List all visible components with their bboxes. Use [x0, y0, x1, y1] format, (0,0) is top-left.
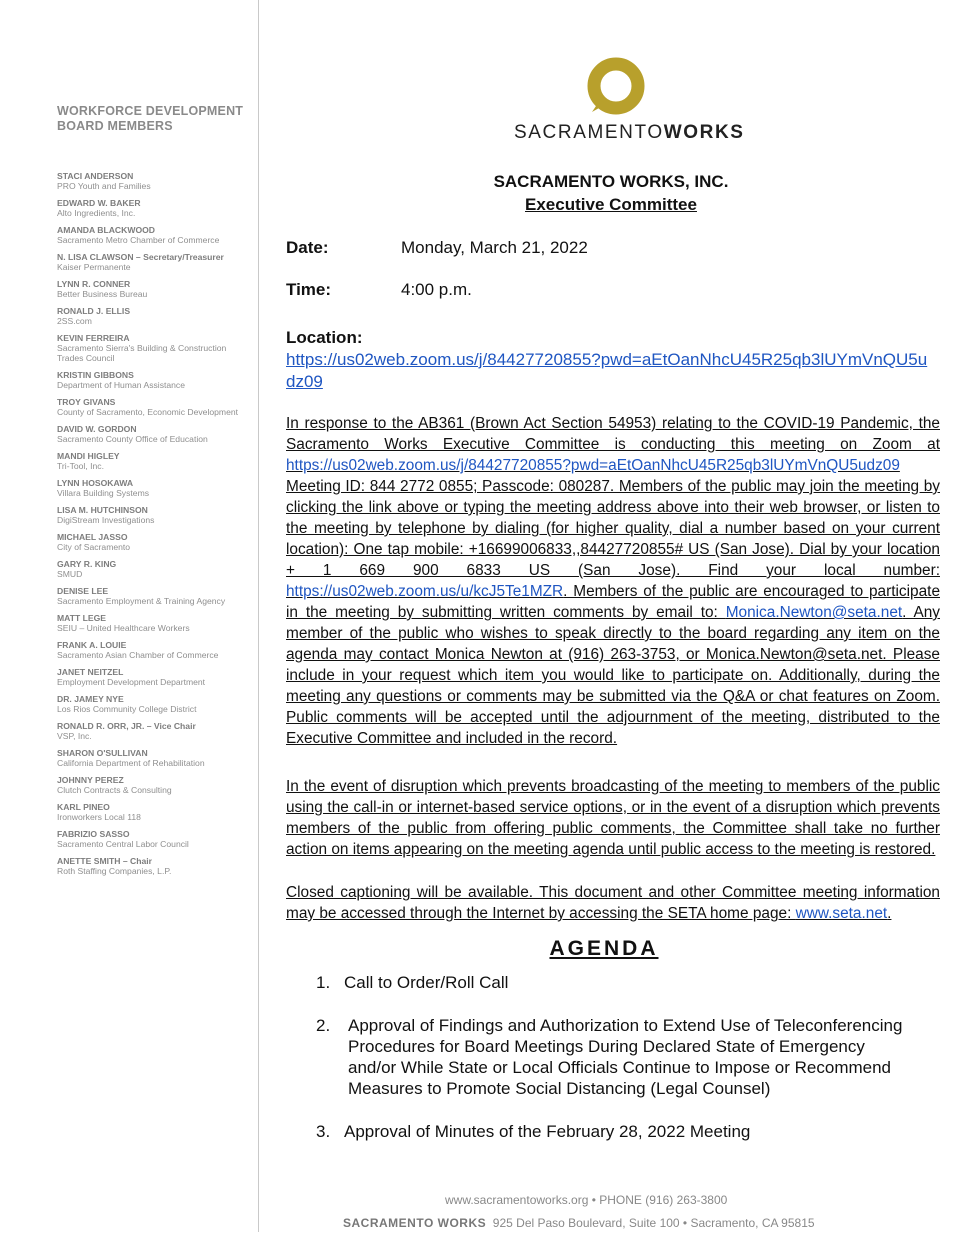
member-organization: County of Sacramento, Economic Development: [57, 407, 239, 417]
notice-paragraph-1: [286, 413, 940, 749]
org-title: SACRAMENTO WORKS, INC.: [493, 172, 729, 191]
member-organization: Roth Staffing Companies, L.P.: [57, 866, 172, 876]
member-name: RONALD J. ELLIS: [57, 306, 131, 316]
sacramento-works-logo: [514, 56, 745, 146]
board-member: [57, 640, 253, 660]
footer-contact: www.sacramentoworks.org • PHONE (916) 263-3800: [445, 1193, 728, 1207]
member-name: KRISTIN GIBBONS: [57, 370, 134, 380]
agenda-item-number: 1.: [316, 973, 331, 992]
member-name: LYNN HOSOKAWA: [57, 478, 134, 488]
notice-paragraph-2: In the event of disruption which prevents broadcasting of the meeting to members of the public using the call-in or internet-based service options, or in the event of a disruption which prevents members of the public from offering public comments, the Committee shall take no further action on items appearing on the meeting agenda until public access to the meeting is restored.: [286, 778, 940, 858]
member-name: N. LISA CLAWSON – Secretary/Treasurer: [57, 252, 224, 262]
notice-text: In response to the AB361 (Brown Act Section 54953) relating to the COVID-19 Pandemic, the Sacramento Works Executive Committee is conducting this meeting on Zoom at: [286, 415, 940, 453]
member-organization: Better Business Bureau: [57, 289, 148, 299]
agenda-list: [316, 972, 916, 1142]
member-name: AMANDA BLACKWOOD: [57, 225, 156, 235]
member-organization: Villara Building Systems: [57, 488, 150, 498]
member-organization: Clutch Contracts & Consulting: [57, 785, 172, 795]
agenda-item-text: Approval of Minutes of the February 28, 2022 Meeting: [344, 1122, 751, 1141]
footer-org: SACRAMENTO WORKS: [343, 1216, 487, 1230]
agenda-item: [316, 1121, 916, 1142]
board-member: [57, 397, 253, 417]
member-name: DR. JAMEY NYE: [57, 694, 124, 704]
member-organization: Los Rios Community College District: [57, 704, 197, 714]
logo-wordmark: [514, 122, 745, 144]
logo-text-bold: WORKS: [663, 122, 745, 143]
board-member: [57, 370, 253, 390]
board-member: [57, 279, 253, 299]
board-member: [57, 667, 253, 687]
member-name: LISA M. HUTCHINSON: [57, 505, 148, 515]
member-name: EDWARD W. BAKER: [57, 198, 141, 208]
member-organization: California Department of Rehabilitation: [57, 758, 205, 768]
time-label: Time:: [286, 280, 332, 299]
zoom-local-number-link[interactable]: https://us02web.zoom.us/u/kcJ5Te1MZR: [286, 583, 564, 600]
board-member: [57, 478, 253, 498]
board-member: [57, 694, 253, 714]
agenda-title: AGENDA: [549, 937, 659, 960]
sidebar-heading: WORKFORCE DEVELOPMENT BOARD MEMBERS: [57, 104, 244, 133]
board-member: [57, 748, 253, 768]
agenda-item-number: 2.: [316, 1016, 331, 1035]
board-member: [57, 532, 253, 552]
member-name: ANETTE SMITH – Chair: [57, 856, 153, 866]
member-organization: Sacramento Central Labor Council: [57, 839, 189, 849]
agenda-item: [316, 972, 916, 993]
notice-text: Meeting ID: 844 2772 0855; Passcode: 080287. Members of the public may join the meeting by clicking the link above or typing the meeting address above into their web browser, or listen to the meeting by telephone by dialing (for higher quality, dial a number based on your current location): One tap mobile: +16699006833,,84427720855# US (San Jose). Dial by your location + 1 669 900 6833 US (San Jose). Find your local number:: [286, 478, 940, 579]
email-link[interactable]: Monica.Newton@seta.net: [725, 604, 903, 621]
notice-text: .: [887, 905, 892, 922]
date-label: Date:: [286, 238, 329, 257]
member-organization: Alto Ingredients, Inc.: [57, 208, 136, 218]
member-organization: Sacramento Asian Chamber of Commerce: [57, 650, 219, 660]
notice-paragraph-3: [286, 882, 940, 924]
board-member: [57, 586, 253, 606]
agenda-item-text: Approval of Findings and Authorization to Extend Use of Teleconferencing Procedures for Board Meetings During Declared State of Emergency and/or While State or Local Officials Continue to Impose or Recommend Measures to Promote Social Distancing (Legal Counsel): [348, 1016, 903, 1098]
member-organization: Ironworkers Local 118: [57, 812, 141, 822]
member-organization: Department of Human Assistance: [57, 380, 186, 390]
member-organization: PRO Youth and Families: [57, 181, 151, 191]
board-member: [57, 171, 253, 191]
member-name: JANET NEITZEL: [57, 667, 124, 677]
board-member: [57, 505, 253, 525]
member-organization: Tri-Tool, Inc.: [57, 461, 104, 471]
member-name: LYNN R. CONNER: [57, 279, 131, 289]
board-member: [57, 775, 253, 795]
member-name: FRANK A. LOUIE: [57, 640, 127, 650]
board-member: [57, 721, 253, 741]
member-organization: SEIU – United Healthcare Workers: [57, 623, 190, 633]
notice-text: Closed captioning will be available. This document and other Committee meeting information may be accessed through the Internet by accessing the SETA home page:: [286, 884, 940, 922]
member-name: MICHAEL JASSO: [57, 532, 128, 542]
footer-address-line: [343, 1216, 815, 1230]
member-name: KEVIN FERREIRA: [57, 333, 130, 343]
agenda-item-number: 3.: [316, 1122, 331, 1141]
member-organization: Employment Development Department: [57, 677, 206, 687]
member-organization: Sacramento County Office of Education: [57, 434, 208, 444]
board-member: [57, 252, 253, 272]
agenda-item: [316, 1015, 916, 1099]
member-organization: 2SS.com: [57, 316, 92, 326]
board-member: [57, 802, 253, 822]
board-member: [57, 829, 253, 849]
member-organization: Sacramento Metro Chamber of Commerce: [57, 235, 220, 245]
member-list: [57, 171, 253, 883]
member-organization: DigiStream Investigations: [57, 515, 155, 525]
logo-text-light: SACRAMENTO: [514, 122, 664, 143]
board-member: [57, 856, 253, 876]
member-organization: SMUD: [57, 569, 83, 579]
board-members-sidebar: [0, 0, 259, 1232]
notice-text: . Members of the public are encouraged to participate in the meeting by submitting written comments by email to:: [286, 583, 940, 621]
member-name: MANDI HIGLEY: [57, 451, 120, 461]
member-name: TROY GIVANS: [57, 397, 116, 407]
footer-address: 925 Del Paso Boulevard, Suite 100 • Sacramento, CA 95815: [492, 1216, 815, 1230]
board-member: [57, 333, 253, 363]
member-name: JOHNNY PEREZ: [57, 775, 124, 785]
board-member: [57, 424, 253, 444]
location-label: Location:: [286, 328, 363, 347]
committee-title: Executive Committee: [525, 195, 697, 214]
member-name: DAVID W. GORDON: [57, 424, 137, 434]
member-name: RONALD R. ORR, JR. – Vice Chair: [57, 721, 196, 731]
member-organization: Kaiser Permanente: [57, 262, 131, 272]
member-name: SHARON O'SULLIVAN: [57, 748, 148, 758]
location-zoom-link[interactable]: https://us02web.zoom.us/j/84427720855?pwd=aEtOanNhcU45R25qb3lUYmVnQU5udz09: [286, 350, 928, 391]
member-organization: VSP, Inc.: [57, 731, 92, 741]
member-name: KARL PINEO: [57, 802, 110, 812]
date-value: Monday, March 21, 2022: [401, 238, 588, 257]
member-organization: Sacramento Sierra's Building & Construction Trades Council: [57, 343, 227, 363]
member-name: DENISE LEE: [57, 586, 109, 596]
member-name: FABRIZIO SASSO: [57, 829, 130, 839]
seta-home-link[interactable]: www.seta.net: [795, 905, 888, 922]
zoom-meeting-link[interactable]: https://us02web.zoom.us/j/84427720855?pwd=aEtOanNhcU45R25qb3lUYmVnQU5udz09: [286, 457, 900, 474]
member-name: MATT LEGE: [57, 613, 107, 623]
board-member: [57, 559, 253, 579]
member-organization: City of Sacramento: [57, 542, 131, 552]
member-name: GARY R. KING: [57, 559, 117, 569]
member-organization: Sacramento Employment & Training Agency: [57, 596, 226, 606]
agenda-item-text: Call to Order/Roll Call: [344, 973, 509, 992]
board-member: [57, 198, 253, 218]
logo-ring-icon: [586, 56, 646, 116]
member-name: STACI ANDERSON: [57, 171, 134, 181]
board-member: [57, 306, 253, 326]
board-member: [57, 451, 253, 471]
notice-text: . Any member of the public who wishes to speak directly to the board regarding any item on the agenda may contact Monica Newton at (916) 263-3753, or Monica.Newton@seta.net. Please include in your request which item you would like to participate on. Additionally, during the meeting any questions or comments may be submitted via the Q&A or chat features on Zoom. Public comments will be accepted until the adjournment of the meeting, distributed to the Executive Committee and included in the record.: [286, 604, 940, 747]
board-member: [57, 225, 253, 245]
time-value: 4:00 p.m.: [401, 280, 472, 299]
board-member: [57, 613, 253, 633]
